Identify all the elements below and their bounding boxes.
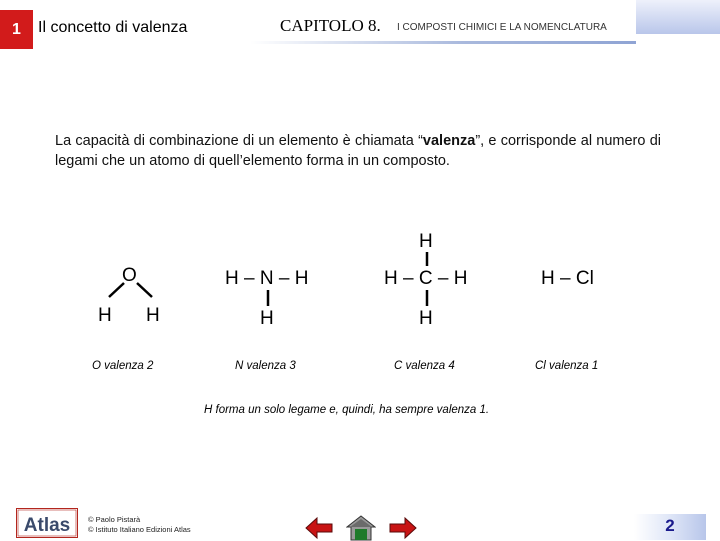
atlas-logo <box>16 508 78 538</box>
back-arrow-icon <box>306 518 332 538</box>
water-bond-right <box>137 283 152 297</box>
methane-hydrogen-bottom: H <box>419 308 433 329</box>
home-icon <box>347 516 375 540</box>
water-caption: O valenza 2 <box>92 360 154 372</box>
page-number: 2 <box>665 516 675 535</box>
water-hydrogen-left: H <box>98 305 112 326</box>
chapter-title: CAPITOLO 8. <box>280 16 381 35</box>
copyright-author: © Paolo Pistarà <box>88 515 141 524</box>
methane-hydrogen-top: H <box>419 231 433 252</box>
methane-formula: H – C – H <box>384 268 468 289</box>
ammonia-hydrogen-bottom: H <box>260 308 274 329</box>
methane-caption: C valenza 4 <box>394 360 455 372</box>
hydrogen-valence-note: H forma un solo legame e, quindi, ha sempre valenza 1. <box>204 404 490 416</box>
forward-button[interactable] <box>388 515 418 541</box>
slide-title: Il concetto di valenza <box>38 19 188 36</box>
slide-number: 1 <box>0 10 33 49</box>
copyright <box>88 515 191 535</box>
chapter-subtitle: I COMPOSTI CHIMICI E LA NOMENCLATURA <box>397 22 607 33</box>
hcl-formula: H – Cl <box>541 268 594 289</box>
intro-text-start: La capacità di combinazione di un elemento è chiamata “ <box>55 133 423 149</box>
intro-keyword: valenza <box>422 133 476 149</box>
ammonia-caption: N valenza 3 <box>235 360 296 372</box>
atlas-logo-text: Atlas <box>23 515 71 536</box>
home-button[interactable] <box>346 515 376 541</box>
hcl-caption: Cl valenza 1 <box>535 360 599 372</box>
water-hydrogen-right: H <box>146 305 160 326</box>
copyright-publisher: © Istituto Italiano Edizioni Atlas <box>88 525 191 534</box>
forward-arrow-icon <box>390 518 416 538</box>
water-oxygen: O <box>122 265 137 286</box>
intro-text-end: ”, e corrisponde al numero di legami che un atomo di quell’elemento forma in un composto. <box>55 133 661 169</box>
back-button[interactable] <box>304 515 334 541</box>
ammonia-formula: H – N – H <box>225 268 309 289</box>
